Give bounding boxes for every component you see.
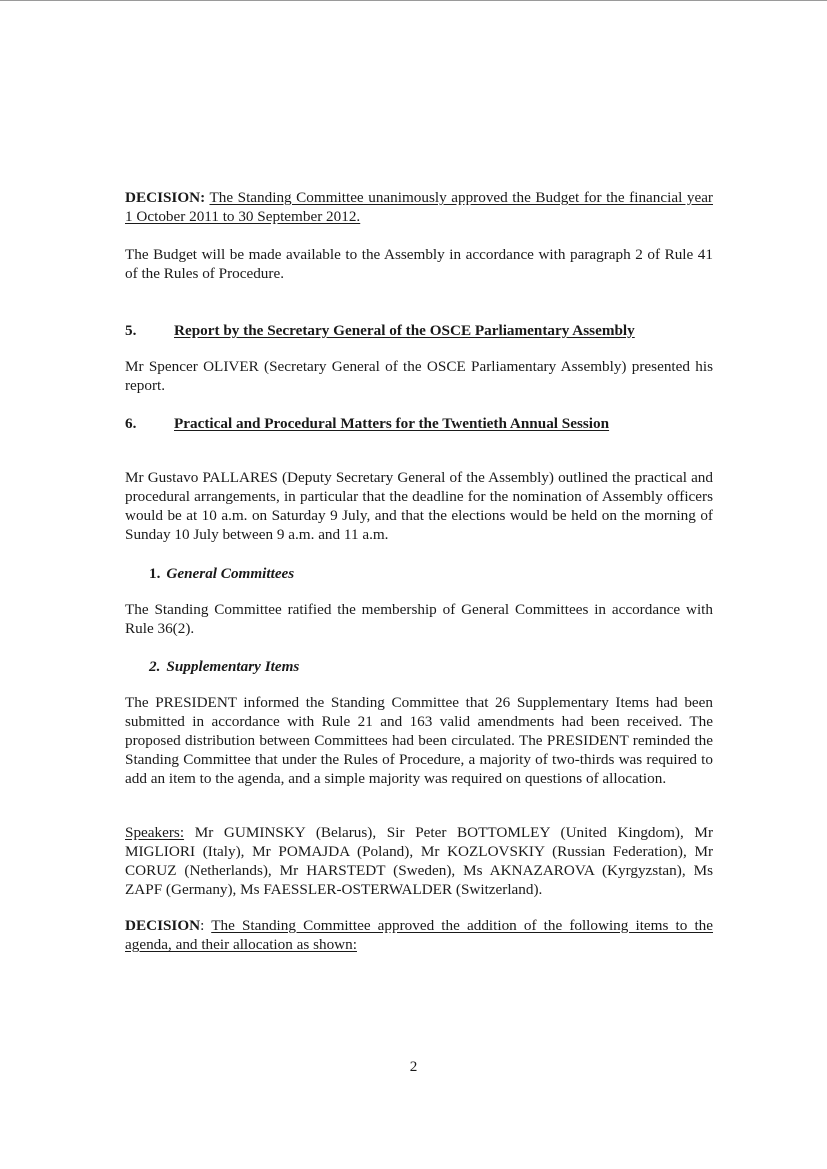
decision-budget (125, 188, 713, 226)
speakers-list: Mr GUMINSKY (Belarus), Sir Peter BOTTOMLEY (United Kingdom), Mr MIGLIORI (Italy), Mr POMAJDA (Poland), Mr KOZLOVSKIY (Russian Federation), Mr CORUZ (Netherlands), Mr HARSTEDT (Sweden), Ms AKNAZAROVA (Kyrgyzstan), Ms ZAPF (Germany), Ms FAESSLER-OSTERWALDER (Switzerland). (125, 824, 713, 898)
decision-2-label: DECISION (125, 917, 201, 934)
decision-agenda (125, 916, 713, 954)
speakers-paragraph (125, 823, 713, 899)
section-6-number: 6. (125, 415, 137, 432)
subsection-1-body: The Standing Committee ratified the membership of General Committees in accordance with Rule 36(2). (125, 601, 713, 637)
section-6-title: Practical and Procedural Matters for the Twentieth Annual Session (174, 415, 610, 432)
section-5-heading (125, 321, 713, 340)
subsection-2-body: The PRESIDENT informed the Standing Committee that 26 Supplementary Items had been submitted in accordance with Rule 21 and 163 valid amendments had been received. The proposed distribution between Committees had been circulated. The PRESIDENT reminded the Standing Committee that under the Rules of Procedure, a majority of two-thirds was required to add an item to the agenda, and a simple majority was required on questions of allocation. (125, 694, 713, 787)
page-number: 2 (409, 1058, 418, 1075)
subsection-1-heading (149, 564, 294, 583)
subsection-1-title: General Committees (166, 565, 295, 582)
section-5-title: Report by the Secretary General of the OSCE Parliamentary Assembly (174, 322, 635, 339)
decision-label: DECISION: (125, 189, 206, 206)
subsection-1-number: 1. (149, 565, 161, 582)
subsection-2-heading (149, 657, 299, 676)
section-6-heading (125, 414, 713, 433)
section-5-number: 5. (125, 322, 137, 339)
budget-availability-paragraph: The Budget will be made available to the Assembly in accordance with paragraph 2 of Rule 41 of the Rules of Procedure. (125, 246, 713, 282)
decision-2-text: The Standing Committee approved the addition of the following items to the agenda, and their allocation as shown: (125, 917, 713, 953)
speakers-label: Speakers: (125, 824, 185, 841)
section-6-body: Mr Gustavo PALLARES (Deputy Secretary General of the Assembly) outlined the practical and procedural arrangements, in particular that the deadline for the nomination of Assembly officers would be at 10 a.m. on Saturday 9 July, and that the elections would be held on the morning of Sunday 10 July between 9 a.m. and 11 a.m. (125, 469, 713, 543)
decision-text: The Standing Committee unanimously approved the Budget for the financial year 1 October 2011 to 30 September 2012. (125, 189, 713, 225)
subsection-2-title: Supplementary Items (166, 658, 300, 675)
decision-2-colon: : (200, 917, 205, 934)
section-5-body: Mr Spencer OLIVER (Secretary General of the OSCE Parliamentary Assembly) presented his report. (125, 358, 713, 394)
subsection-2-number: 2. (149, 658, 161, 675)
